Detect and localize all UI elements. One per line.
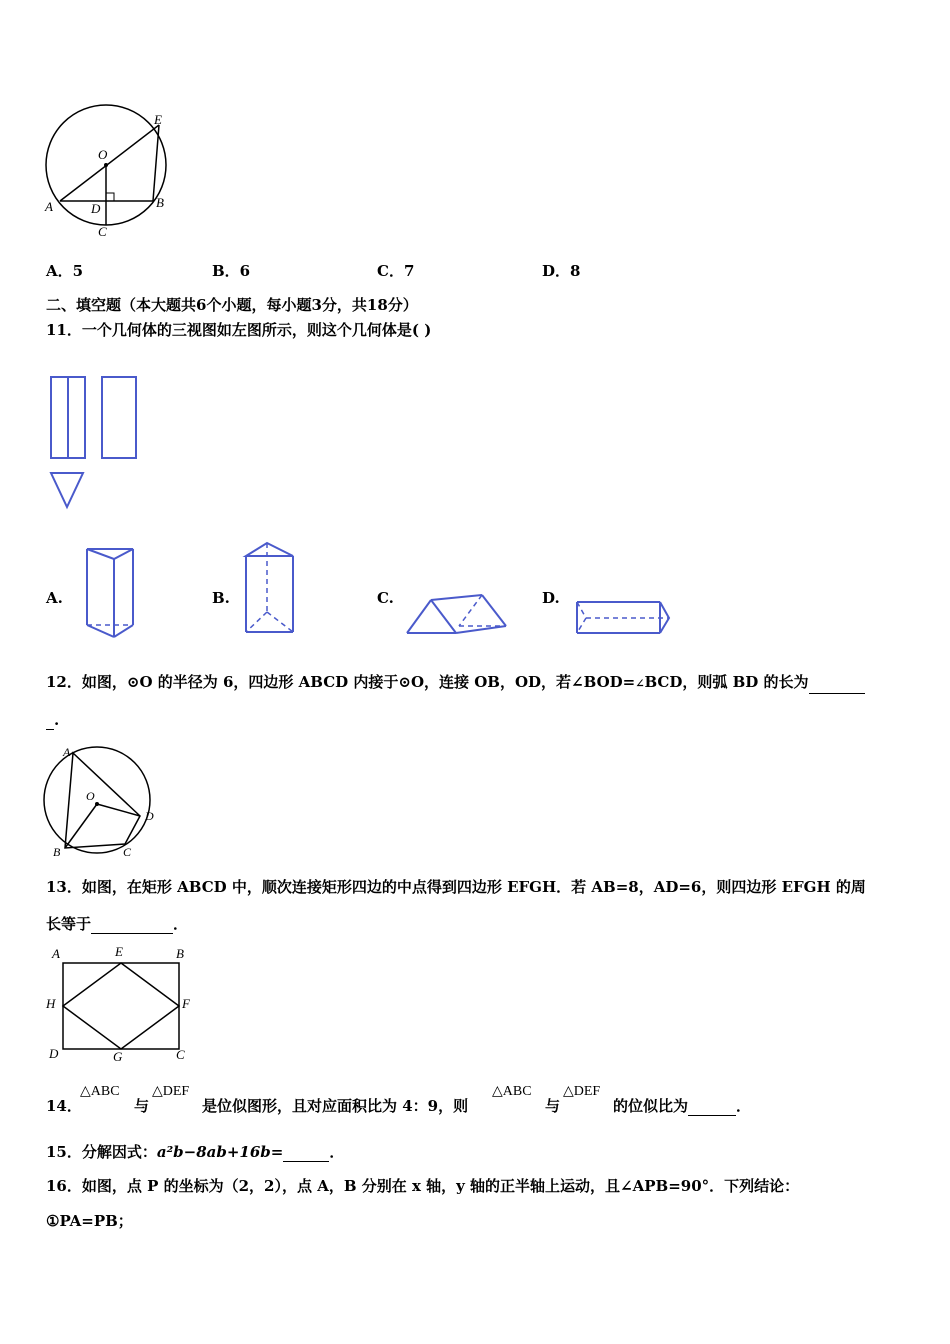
q16-item-1: ①PA=PB； bbox=[46, 1212, 133, 1230]
q14-triangle-def-1: △DEF bbox=[152, 1084, 190, 1099]
q10-option-c: C．7 bbox=[377, 262, 415, 280]
q13-label-d: D bbox=[49, 1046, 59, 1061]
q12-answer-blank[interactable] bbox=[809, 677, 865, 694]
q14-answer-blank[interactable] bbox=[688, 1099, 736, 1116]
q15-answer-blank[interactable] bbox=[283, 1145, 329, 1162]
q13-text-part: 长等于 bbox=[46, 915, 92, 933]
q12-label-a: A bbox=[63, 745, 71, 759]
q10-option-d: D．8 bbox=[542, 262, 581, 280]
q14-text-end bbox=[613, 1096, 751, 1116]
q13-label-a: A bbox=[52, 946, 60, 961]
q13-answer-blank[interactable] bbox=[91, 917, 173, 934]
q11-option-d: D. bbox=[542, 589, 560, 607]
q12-period: . bbox=[54, 711, 60, 729]
q14-triangle-abc-1: △ABC bbox=[80, 1084, 120, 1099]
q15-period: ． bbox=[329, 1143, 345, 1161]
q11-option-c-prism bbox=[404, 590, 510, 638]
q11-option-a-prism bbox=[84, 545, 140, 643]
q12-text-part1: 12．如图，⊙O 的半径为 6，四边形 ABCD 内接于⊙O，连接 OB，OD，若∠BOD= bbox=[46, 673, 636, 691]
q14-text-end-label: 的位似比为 bbox=[613, 1097, 689, 1115]
q12-label-d: D bbox=[145, 809, 154, 823]
q13-label-g: G bbox=[113, 1049, 123, 1064]
q15-expression: a²b−8ab+16b= bbox=[156, 1143, 284, 1161]
q12-question-line1 bbox=[46, 672, 865, 694]
q14-triangle-def-2: △DEF bbox=[563, 1084, 601, 1099]
q13-label-b: B bbox=[176, 946, 184, 961]
q13-label-e: E bbox=[115, 944, 123, 959]
q12-answer-blank-cont[interactable] bbox=[46, 713, 54, 730]
q14-and-2: 与 bbox=[545, 1097, 561, 1115]
q11-three-views bbox=[44, 370, 154, 515]
q10-label-e: E bbox=[154, 112, 162, 127]
q11-option-a: A. bbox=[46, 589, 63, 607]
q10-label-b: B bbox=[156, 195, 164, 210]
q12-label-o: O bbox=[86, 789, 95, 803]
q10-label-a: A bbox=[45, 199, 53, 214]
q15-text: 15．分解因式： bbox=[46, 1143, 157, 1161]
q10-label-d: D bbox=[91, 201, 101, 216]
q10-option-a: A．5 bbox=[46, 262, 84, 280]
q16-question: 16．如图，点 P 的坐标为（2，2），点 A，B 分别在 x 轴，y 轴的正半轴上运动，且∠APB=90°．下列结论： bbox=[46, 1177, 800, 1195]
q13-label-h: H bbox=[46, 996, 56, 1011]
q14-text-middle: 是位似图形，且对应面积比为 4：9，则 bbox=[202, 1097, 469, 1115]
q14-and-1: 与 bbox=[134, 1097, 150, 1115]
q13-period: ． bbox=[173, 915, 189, 933]
q12-circle-figure bbox=[40, 745, 165, 860]
q12-question-line2 bbox=[46, 710, 59, 730]
q11-option-c: C. bbox=[377, 589, 394, 607]
q11-option-b: B. bbox=[212, 589, 230, 607]
q12-angle-symbol: ∠ bbox=[635, 677, 645, 690]
q13-label-f: F bbox=[182, 996, 190, 1011]
q12-text-part2: BCD，则弧 BD 的长为 bbox=[644, 673, 809, 691]
q10-option-b: B．6 bbox=[212, 262, 251, 280]
q11-option-b-prism bbox=[243, 540, 299, 638]
q15-question bbox=[46, 1142, 344, 1162]
q14-period: ． bbox=[736, 1097, 752, 1115]
q14-triangle-abc-2: △ABC bbox=[492, 1084, 532, 1099]
q10-label-c: C bbox=[98, 224, 107, 239]
section-heading: 二、填空题（本大题共6个小题，每小题3分，共18分） bbox=[46, 296, 418, 314]
q12-label-c: C bbox=[123, 845, 132, 859]
q10-label-o: O bbox=[98, 147, 108, 162]
q13-question-line2 bbox=[46, 914, 188, 934]
q11-question: 11．一个几何体的三视图如左图所示，则这个几何体是( ) bbox=[46, 321, 432, 339]
q12-label-b: B bbox=[53, 845, 61, 859]
q14-number: 14． bbox=[46, 1097, 82, 1115]
q13-question-line1: 13．如图，在矩形 ABCD 中，顺次连接矩形四边的中点得到四边形 EFGH．若 AB=8，AD=6，则四边形 EFGH 的周 bbox=[46, 878, 866, 896]
q13-label-c: C bbox=[176, 1047, 185, 1062]
q11-option-d-prism bbox=[574, 597, 674, 639]
